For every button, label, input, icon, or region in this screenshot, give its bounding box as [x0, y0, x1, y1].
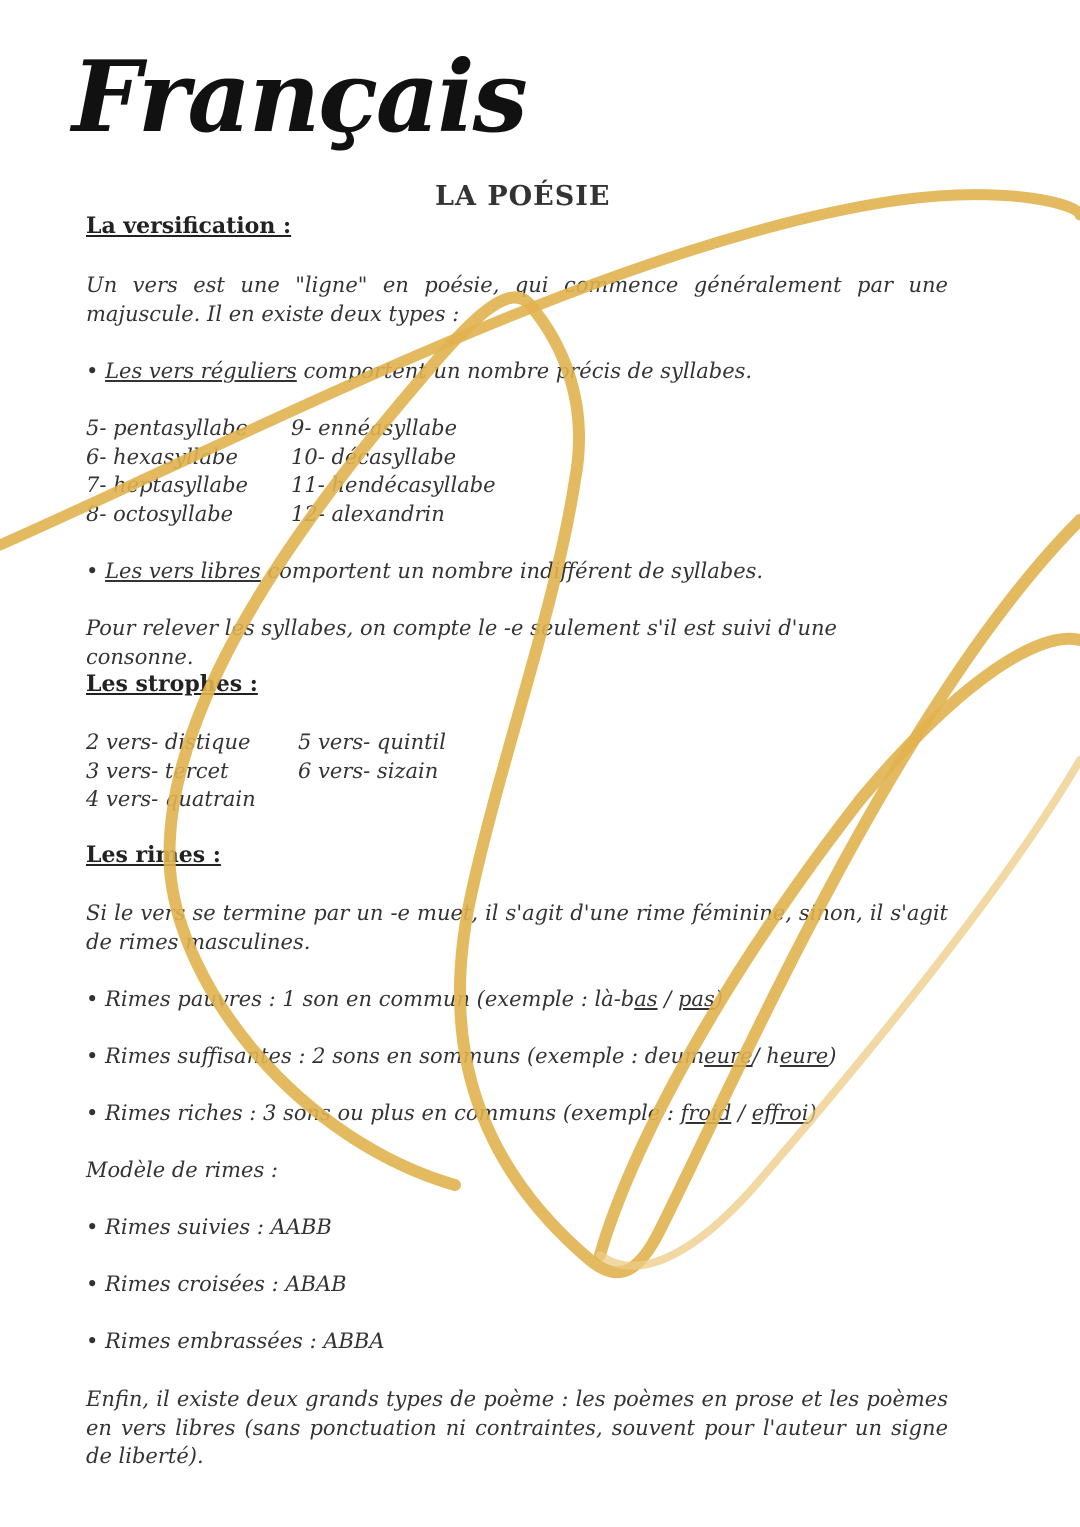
rime-text: • Rimes suffisantes : 2 sons en sommuns (exemple : deum [86, 1044, 705, 1068]
syllabe-item: 6- hexasyllabe [86, 444, 238, 469]
syllabe-item: 10- décasyllabe [291, 444, 457, 469]
syllabe-item: 5- pentasyllabe [86, 416, 248, 440]
versification-heading: La versification : [86, 213, 292, 239]
strophe-item: 3 vers- tercet [86, 758, 229, 783]
vers-libres-term: Les vers libres [105, 559, 261, 583]
vers-reguliers-term: Les vers réguliers [105, 359, 297, 383]
strophe-item: 2 vers- distique [86, 730, 251, 754]
modele-rimes-label: Modèle de rimes : [86, 1158, 279, 1182]
rime-example: eure [704, 1044, 753, 1068]
vers-reguliers-text: comportent un nombre précis de syllabes. [296, 359, 753, 383]
rime-text: ) [714, 987, 723, 1011]
rime-text: / h [752, 1044, 780, 1068]
rimes-croisees-item: • Rimes croisées : ABAB [86, 1272, 347, 1296]
syllabe-item: 8- octosyllabe [86, 501, 234, 526]
rime-text: / [731, 1101, 752, 1125]
versification-intro: Un vers est une "ligne" en poésie, qui commence généralement par une majuscule. Il en existe deux types : [86, 273, 948, 326]
rime-text: ) [808, 1101, 817, 1125]
syllabes-note: Pour relever les syllabes, on compte le -e seulement s'il est suivi d'une consonne. [86, 616, 837, 669]
syllabe-item: 7- heptasyllabe [86, 473, 248, 498]
strophe-item: 5 vers- quintil [298, 730, 446, 754]
syllabes-list [86, 414, 948, 528]
strophe-item: 6 vers- sizain [298, 758, 439, 783]
rime-text: / [657, 987, 678, 1011]
rimes-pauvres-item [86, 985, 948, 1014]
strophes-heading: Les strophes : [86, 671, 258, 697]
bullet: • [86, 559, 99, 583]
rime-example: pas [677, 987, 715, 1011]
strophe-item: 4 vers- quatrain [86, 787, 256, 812]
rimes-riches-item [86, 1099, 948, 1128]
rime-example: effroi [751, 1101, 809, 1125]
vers-libres-text: comportent un nombre indifférent de syllabes. [260, 559, 764, 583]
rime-example: as [634, 987, 658, 1011]
page-title: LA POÉSIE [435, 181, 611, 212]
rime-example: eure [779, 1044, 829, 1068]
rimes-embrassees-item: • Rimes embrassées : ABBA [86, 1329, 385, 1353]
syllabe-item: 9- ennéasyllabe [291, 416, 458, 440]
syllabe-item: 11- hendécasyllabe [291, 473, 496, 498]
rimes-intro: Si le vers se termine par un -e muet, il s'agit d'une rime féminine, sinon, il s'agit de rimes masculines. [86, 901, 948, 954]
vers-reguliers-item [86, 357, 948, 386]
brand-title: Français [72, 40, 526, 155]
rimes-suffisantes-item [86, 1042, 948, 1071]
vers-libres-item [86, 557, 948, 586]
rimes-heading: Les rimes : [86, 842, 221, 868]
rime-example: froid [680, 1101, 732, 1125]
rime-text: • Rimes riches : 3 sons ou plus en communs (exemple : [86, 1101, 681, 1125]
bullet: • [86, 359, 99, 383]
syllabe-item: 12- alexandrin [291, 501, 445, 526]
rime-text: ) [828, 1044, 837, 1068]
rime-text: • Rimes pauvres : 1 son en commun (exemple : là-b [86, 987, 635, 1011]
rimes-suivies-item: • Rimes suivies : AABB [86, 1215, 332, 1239]
strophes-list [86, 728, 948, 814]
conclusion-paragraph: Enfin, il existe deux grands types de poème : les poèmes en prose et les poèmes en vers libres (sans ponctuation ni contraintes, souvent pour l'auteur un signe de liberté). [86, 1387, 948, 1469]
